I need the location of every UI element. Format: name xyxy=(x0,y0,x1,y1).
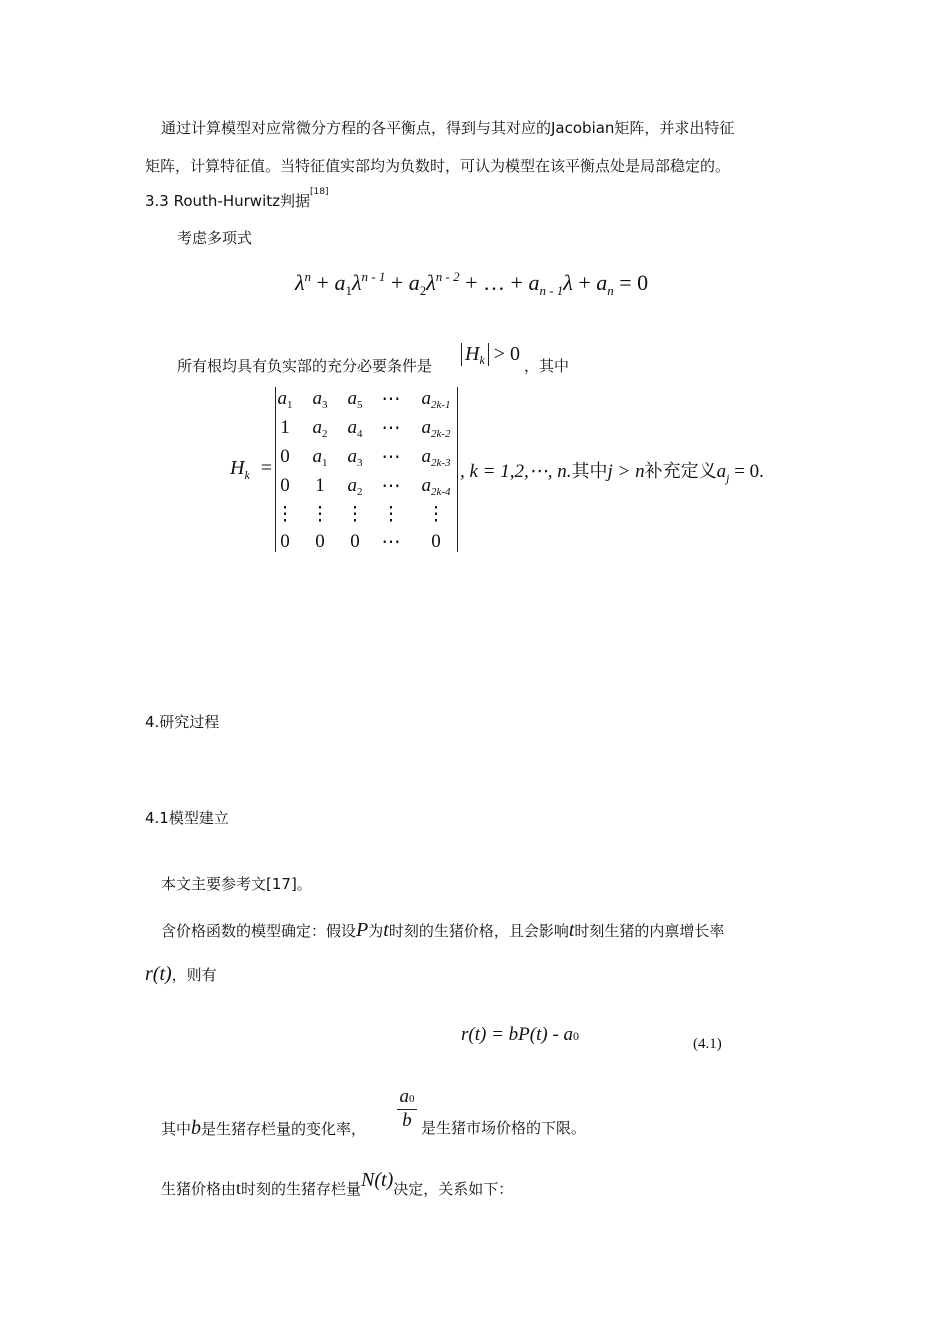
matrix-cell: $a_5$ xyxy=(347,388,363,411)
section-4-1-heading: 4.1模型建立 xyxy=(145,809,229,827)
rt-paragraph: r(t)，则有 xyxy=(145,963,217,985)
equation-4-1: r(t) = bP(t) - a0 xyxy=(461,1024,580,1045)
matrix-cell: $a_1$ xyxy=(312,446,328,469)
matrix-cell: ⋮ xyxy=(275,504,295,525)
b-paragraph-right: 是生猪市场价格的下限。 xyxy=(421,1119,587,1137)
matrix-cell: $a_2$ xyxy=(312,417,328,440)
matrix-cell: ⋮ xyxy=(426,504,446,525)
condition-text: 所有根均具有负实部的充分必要条件是 xyxy=(177,357,433,375)
matrix-cell: 0 xyxy=(280,446,290,467)
matrix-cell: ⋯ xyxy=(381,532,401,553)
matrix-cell: ⋯ xyxy=(381,418,401,439)
b-paragraph-left: 其中b是生猪存栏量的变化率， xyxy=(161,1117,367,1139)
fraction-numerator: a0 xyxy=(399,1086,415,1107)
matrix-cell: $a_{2k-3}$ xyxy=(421,446,451,469)
matrix-cell: $a_{2k-1}$ xyxy=(421,388,451,411)
consider-text: 考虑多项式 xyxy=(177,229,253,247)
section-title: 3.3 Routh-Hurwitz判据 xyxy=(145,192,311,210)
paragraph-line-2: 矩阵，计算特征值。当特征值实部均为负数时，可认为模型在该平衡点处是局部稳定的。 xyxy=(145,157,731,175)
determinant-left-bar xyxy=(275,387,276,552)
section-3-3-heading xyxy=(145,187,329,211)
hurwitz-lhs: $H_k$ = xyxy=(230,457,273,482)
n-paragraph: 生猪价格由t时刻的生猪存栏量N(t)决定，关系如下： xyxy=(161,1169,514,1198)
price-paragraph: 含价格函数的模型确定：假设P为t时刻的生猪价格，且会影响t时刻生猪的内禀增长率 xyxy=(161,919,725,941)
polynomial-equation: $\lambda^n + a_1\lambda^{n - 1} + a_2\lambda^{n - 2}$ + … + $a_{n - 1}\lambda + a_n = 0$ xyxy=(295,269,649,298)
matrix-cell: 0 xyxy=(280,531,290,552)
matrix-cell: ⋮ xyxy=(345,504,365,525)
hurwitz-tail: , k = 1,2,⋯, n.其中j > n补充定义$a_j = 0$. xyxy=(460,461,764,485)
reference-paragraph: 本文主要参考文[17]。 xyxy=(161,875,312,893)
matrix-cell: 0 xyxy=(431,531,441,552)
matrix-cell: 0 xyxy=(315,531,325,552)
matrix-cell: ⋯ xyxy=(381,476,401,497)
determinant-right-bar xyxy=(457,387,458,552)
matrix-cell: $a_{2k-4}$ xyxy=(421,475,451,498)
matrix-cell: 0 xyxy=(350,531,360,552)
matrix-cell: $a_4$ xyxy=(347,417,363,440)
matrix-cell: $a_3$ xyxy=(347,446,363,469)
condition-tail: ，其中 xyxy=(524,357,570,375)
matrix-cell: ⋮ xyxy=(310,504,330,525)
condition-formula: $H_k > 0$ xyxy=(461,343,520,366)
equation-number: (4.1) xyxy=(693,1036,722,1052)
matrix-cell: 0 xyxy=(280,475,290,496)
matrix-cell: 1 xyxy=(280,417,290,438)
matrix-cell: 1 xyxy=(315,475,325,496)
matrix-cell: $a_3$ xyxy=(312,388,328,411)
matrix-cell: $a_2$ xyxy=(347,475,363,498)
matrix-cell: $a_1$ xyxy=(277,388,293,411)
fraction-denominator: b xyxy=(402,1110,412,1131)
citation-ref: [18] xyxy=(310,187,329,197)
section-4-heading: 4.研究过程 xyxy=(145,713,220,731)
matrix-cell: ⋯ xyxy=(381,447,401,468)
paragraph-line-1: 通过计算模型对应常微分方程的各平衡点，得到与其对应的Jacobian矩阵，并求出特征 xyxy=(161,119,735,137)
matrix-cell: ⋯ xyxy=(381,389,401,410)
matrix-cell: $a_{2k-2}$ xyxy=(421,417,451,440)
matrix-cell: ⋮ xyxy=(381,504,401,525)
